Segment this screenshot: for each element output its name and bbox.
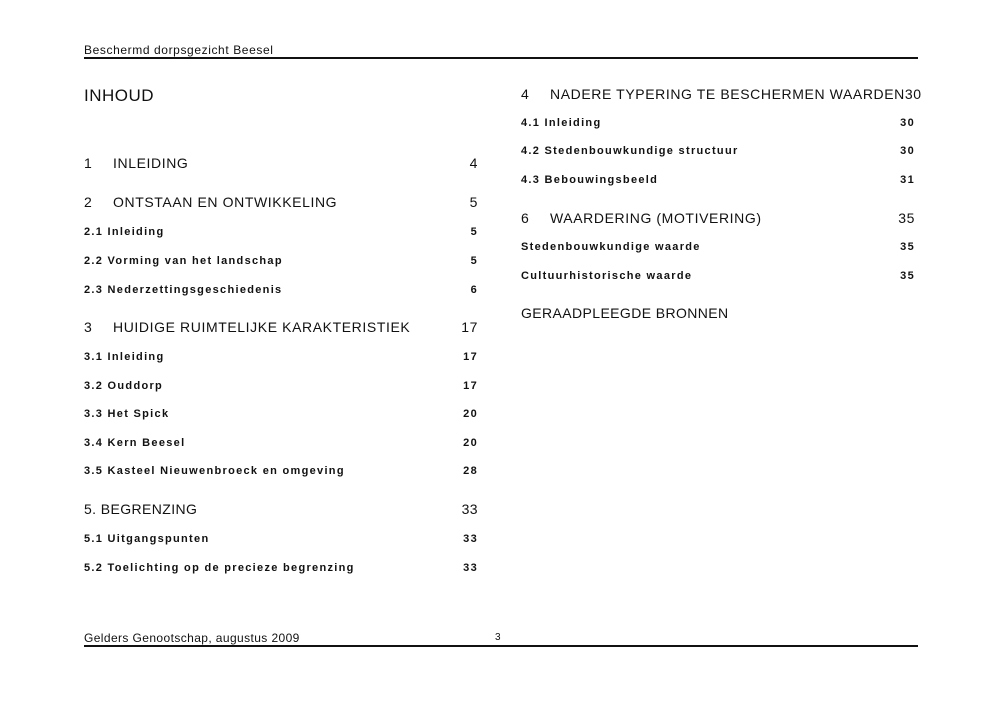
toc-subentry [521, 174, 915, 186]
toc-entry-page: 20 [463, 437, 478, 449]
toc-entry-page: 17 [463, 380, 478, 392]
toc-subentry [84, 284, 478, 296]
toc-entry-label: WAARDERING (MOTIVERING) [550, 210, 762, 226]
toc-entry-number: 3 [84, 319, 93, 335]
toc-entry-page: 20 [463, 408, 478, 420]
toc-entry-label: 5.1 Uitgangspunten [84, 533, 210, 545]
toc-entry-page: 28 [463, 465, 478, 477]
toc-entry-label: GERAADPLEEGDE BRONNEN [521, 305, 729, 321]
toc-entry-label: NADERE TYPERING TE BESCHERMEN WAARDEN [550, 86, 905, 102]
toc-entry-label: 3.1 Inleiding [84, 351, 165, 363]
toc-subentry [84, 465, 478, 477]
toc-entry-label: Cultuurhistorische waarde [521, 270, 693, 282]
toc-subentry [84, 255, 478, 267]
toc-entry-page: 6 [470, 284, 478, 296]
toc-entry-label: INLEIDING [113, 155, 189, 171]
toc-entry-label: Stedenbouwkundige waarde [521, 241, 701, 253]
toc-entry-label: 3.5 Kasteel Nieuwenbroeck en omgeving [84, 465, 345, 477]
toc-entry-page: 4 [469, 155, 478, 171]
toc-entry-page: 5 [469, 194, 478, 210]
toc-subentry [84, 562, 478, 574]
toc-entry [521, 86, 922, 102]
page-number: 3 [495, 632, 501, 643]
toc-entry-page: 30 [900, 117, 915, 129]
toc-entry-label: 3.3 Het Spick [84, 408, 170, 420]
toc-entry-page: 35 [900, 241, 915, 253]
toc-entry-page: 17 [463, 351, 478, 363]
toc-entry-page: 33 [463, 562, 478, 574]
header-rule [84, 57, 918, 59]
toc-subentry [84, 437, 478, 449]
running-footer: Gelders Genootschap, augustus 2009 [84, 631, 300, 645]
toc-subentry [84, 408, 478, 420]
running-header: Beschermd dorpsgezicht Beesel [84, 43, 274, 57]
toc-subentry [521, 117, 915, 129]
footer-rule [84, 645, 918, 647]
toc-entry-page: 35 [900, 270, 915, 282]
toc-entry-number: 6 [521, 210, 530, 226]
toc-entry-label: 2.1 Inleiding [84, 226, 165, 238]
toc-entry-page: 33 [461, 501, 478, 517]
toc-entry-number: 4 [521, 86, 530, 102]
toc-subentry [84, 380, 478, 392]
toc-entry [84, 155, 478, 171]
toc-entry-label: 4.3 Bebouwingsbeeld [521, 174, 659, 186]
toc-entry [84, 501, 478, 517]
toc-subentry [84, 226, 478, 238]
toc-entry-label: 3.2 Ouddorp [84, 380, 164, 392]
toc-entry-number: 2 [84, 194, 93, 210]
toc-entry [521, 210, 915, 226]
toc-subentry [521, 145, 915, 157]
toc-entry-label: 4.1 Inleiding [521, 117, 602, 129]
toc-subentry [84, 533, 478, 545]
toc-subentry [521, 270, 915, 282]
toc-entry [521, 305, 915, 321]
toc-subentry [521, 241, 915, 253]
toc-entry-page: 30 [904, 86, 922, 102]
toc-entry-page: 5 [470, 226, 478, 238]
toc-entry-label: 5.2 Toelichting op de precieze begrenzing [84, 562, 355, 574]
toc-entry-label: 2.3 Nederzettingsgeschiedenis [84, 284, 283, 296]
toc-entry-label: 5. BEGRENZING [84, 501, 198, 517]
toc-entry-label: 3.4 Kern Beesel [84, 437, 186, 449]
toc-subentry [84, 351, 478, 363]
toc-entry-label: ONTSTAAN EN ONTWIKKELING [113, 194, 338, 210]
toc-entry [84, 194, 478, 210]
toc-entry-label: 2.2 Vorming van het landschap [84, 255, 283, 267]
toc-entry-page: 5 [470, 255, 478, 267]
toc-entry-page: 30 [900, 145, 915, 157]
toc-entry-page: 33 [463, 533, 478, 545]
toc-entry-page: 35 [898, 210, 915, 226]
toc-title: INHOUD [84, 86, 155, 105]
toc-entry-number: 1 [84, 155, 93, 171]
toc-entry-label: 4.2 Stedenbouwkundige structuur [521, 145, 739, 157]
toc-entry-page: 17 [461, 319, 478, 335]
toc-entry-page: 31 [900, 174, 915, 186]
toc-entry [84, 319, 478, 335]
toc-entry-label: HUIDIGE RUIMTELIJKE KARAKTERISTIEK [113, 319, 411, 335]
